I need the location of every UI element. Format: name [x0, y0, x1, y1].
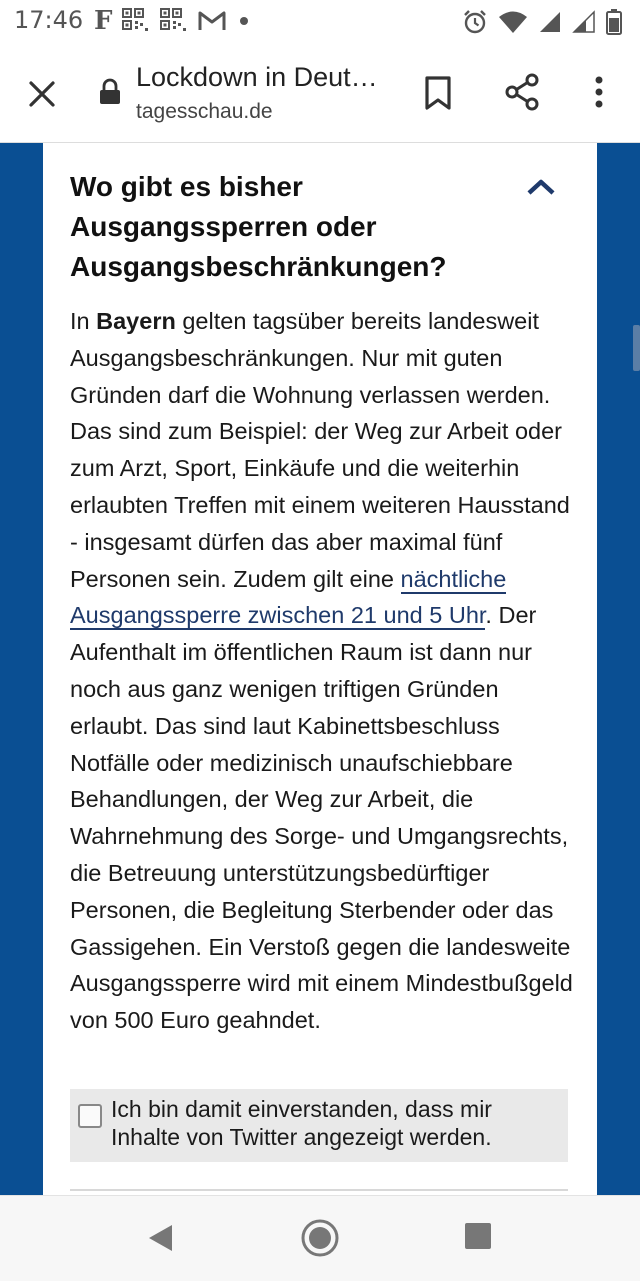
bookmark-button[interactable]: [420, 72, 456, 114]
faq-answer-text: [70, 303, 580, 1039]
signal-icon: [572, 10, 596, 34]
qr-icon: [122, 8, 150, 34]
back-triangle-icon: [146, 1223, 174, 1253]
recents-square-icon: [464, 1222, 492, 1250]
share-icon: [504, 73, 540, 111]
status-time: 17:46: [14, 6, 84, 34]
web-content[interactable]: [0, 143, 640, 1195]
system-navigation-bar: [0, 1195, 640, 1281]
status-system-icons: [462, 8, 622, 36]
page-title: Lockdown in Deut…: [136, 62, 378, 92]
qr-icon: [160, 8, 188, 34]
custom-tab-toolbar: [0, 44, 640, 143]
recents-button[interactable]: [463, 1221, 493, 1251]
home-circle-icon: [300, 1218, 340, 1258]
status-bar: [0, 0, 640, 44]
scrollbar-thumb[interactable]: [633, 325, 640, 371]
home-button[interactable]: [299, 1217, 341, 1259]
section-divider: [70, 1189, 568, 1191]
curfew-link[interactable]: nächtliche Ausgangssperre zwischen 21 und 5 Uhr: [70, 565, 507, 629]
twitter-consent-label[interactable]: Ich bin damit einverstanden, dass mir Inhalte von Twitter angezeigt werden.: [111, 1096, 492, 1150]
gmail-icon: [198, 10, 226, 32]
faq-panel: [43, 143, 597, 1195]
signal-icon: [538, 10, 562, 34]
wifi-icon: [498, 10, 528, 34]
lock-icon: [98, 78, 122, 110]
alarm-icon: [462, 9, 488, 35]
twitter-consent-checkbox[interactable]: [78, 1104, 102, 1128]
battery-icon: [606, 9, 622, 35]
bookmark-icon: [424, 75, 452, 111]
more-vert-icon: [594, 76, 604, 108]
answer-part-2: . Der Aufenthalt im öffentlichen Raum ist dann nur noch aus ganz wenigen triftigen Gründen erlaubt. Das sind laut Kabinettsbeschluss Notfälle oder medizinisch unaufschiebbare Behandlungen, der Weg zur Arbeit, die Wahrnehmung des Sorge- und Umgangsrechts, die Betreuung unterstützungsbedürftiger Personen, die Begleitung Sterbender oder das Gassigehen. Ein Verstoß gegen die landesweite Ausgangssperre wird mit einem Mindestbußgeld von 500 Euro geahndet.: [70, 602, 573, 1034]
f-icon: F: [94, 6, 113, 36]
page-domain: tagesschau.de: [136, 100, 273, 123]
dot-icon: [236, 13, 252, 29]
answer-bold-region: Bayern: [96, 308, 176, 334]
close-icon: [28, 80, 56, 108]
twitter-consent-box: [70, 1089, 568, 1162]
answer-intro: In: [70, 308, 97, 334]
share-button[interactable]: [500, 70, 544, 114]
collapse-toggle[interactable]: [523, 173, 559, 201]
more-options-button[interactable]: [584, 70, 614, 114]
answer-part-1: gelten tagsüber bereits landesweit Ausgangsbeschränkungen. Nur mit guten Gründen darf die Wohnung verlassen werden. Das sind zum Beispiel: der Weg zur Arbeit oder zum Arzt, Sport, Einkäufe und die weiterhin erlaubten Treffen mit einem weiteren Hausstand - insgesamt dürfen das aber maximal fünf Personen sein. Zudem gilt eine: [70, 308, 570, 592]
chevron-up-icon: [526, 178, 556, 196]
back-button[interactable]: [142, 1220, 178, 1256]
status-notification-icons: [94, 6, 252, 36]
faq-question-heading[interactable]: Wo gibt es bisher Ausgangssperren oder Ausgangsbeschränkungen?: [70, 171, 447, 282]
close-button[interactable]: [22, 74, 62, 114]
